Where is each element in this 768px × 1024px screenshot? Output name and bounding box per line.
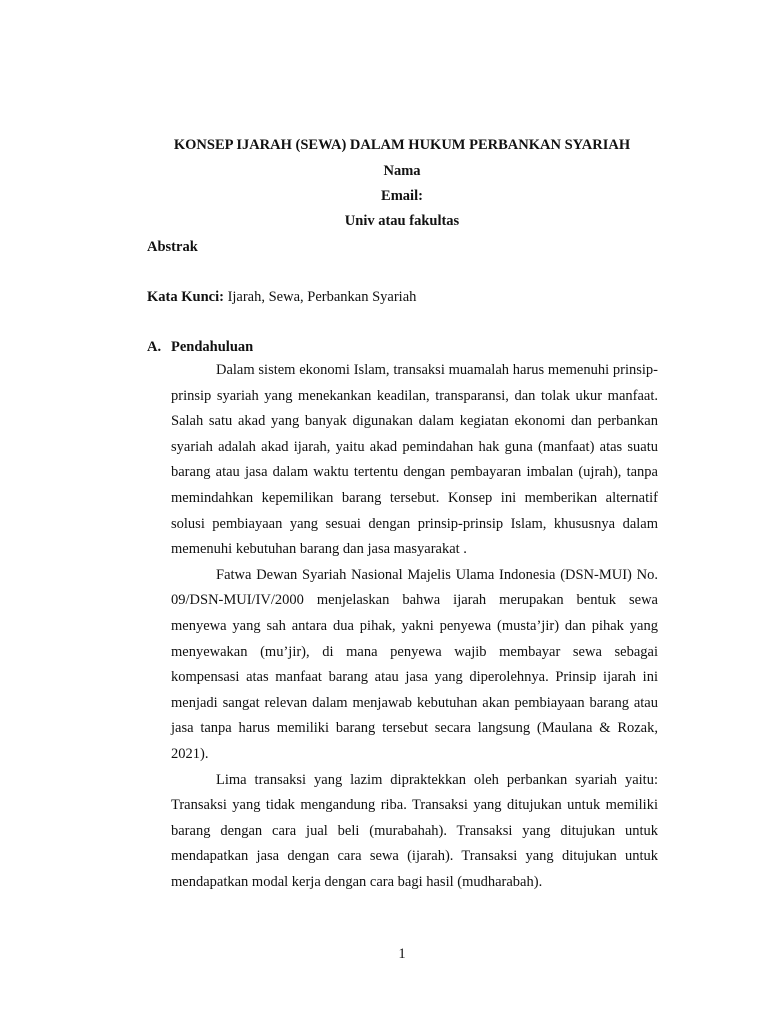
section-number: A. bbox=[147, 339, 162, 355]
paragraph-1: Dalam sistem ekonomi Islam, transaksi muamalah harus memenuhi prinsip-prinsip syariah yang menekankan keadilan, transparansi, dan tolak ukur manfaat. Salah satu akad yang banyak digunakan dalam kegiatan ekonomi dan perbankan syariah adalah akad ijarah, yaitu akad pemindahan hak guna (manfaat) atas suatu barang atau jasa dalam waktu tertentu dengan pembayaran imbalan (ujrah), tanpa memindahkan kepemilikan barang tersebut. Konsep ini memberikan alternatif solusi pembiayaan yang sesuai dengan prinsip-prinsip Islam, khususnya dalam memenuhi kebutuhan barang dan jasa masyarakat . bbox=[171, 362, 658, 558]
page-number: 1 bbox=[398, 946, 406, 962]
document-title: KONSEP IJARAH (SEWA) DALAM HUKUM PERBANKAN SYARIAH bbox=[173, 137, 631, 153]
keywords-line bbox=[147, 289, 416, 306]
section-heading bbox=[147, 339, 253, 356]
section-body bbox=[171, 358, 658, 895]
author-email: Email: bbox=[381, 188, 423, 204]
author-name: Nama bbox=[383, 163, 421, 179]
keywords-label: Kata Kunci: bbox=[147, 289, 224, 305]
section-title: Pendahuluan bbox=[171, 339, 254, 355]
author-affiliation: Univ atau fakultas bbox=[344, 213, 460, 229]
paragraph-3: Lima transaksi yang lazim dipraktekkan oleh perbankan syariah yaitu: Transaksi yang tidak mengandung riba. Transaksi yang ditujukan untuk memiliki barang dengan cara jual beli (murabahah). Transaksi yang ditujukan untuk mendapatkan jasa dengan cara sewa (ijarah). Transaksi yang ditujukan untuk mendapatkan modal kerja dengan cara bagi hasil (mudharabah). bbox=[171, 771, 658, 890]
abstract-heading: Abstrak bbox=[147, 239, 198, 255]
keywords-text: Ijarah, Sewa, Perbankan Syariah bbox=[223, 289, 417, 305]
paragraph-2: Fatwa Dewan Syariah Nasional Majelis Ulama Indonesia (DSN-MUI) No. 09/DSN-MUI/IV/2000 menjelaskan bahwa ijarah merupakan bentuk sewa menyewa yang sah antara dua pihak, yakni penyewa (musta’jir) dan pihak yang menyewakan (mu’jir), di mana penyewa wajib membayar sewa sebagai kompensasi atas manfaat barang atau jasa yang diperolehnya. Prinsip ijarah ini menjadi sangat relevan dalam menjawab kebutuhan akan pembiayaan barang atau jasa tanpa harus memiliki barang tersebut secara langsung (Maulana & Rozak, 2021). bbox=[171, 566, 658, 762]
